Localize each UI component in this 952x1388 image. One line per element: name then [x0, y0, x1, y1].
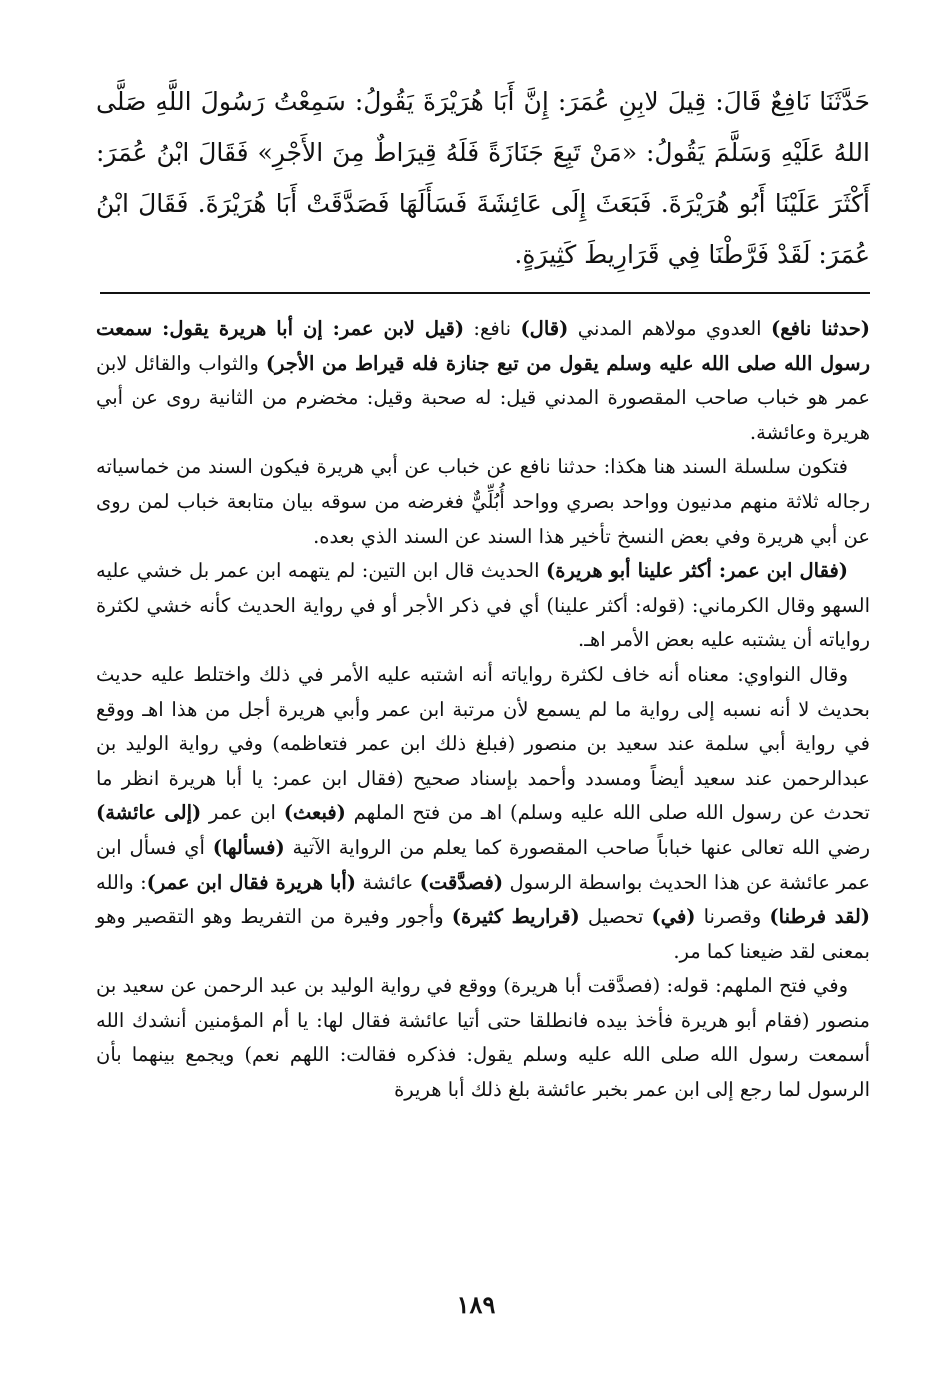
bold-phrase: (قيل لابن عمر: إن أبا هريرة يقول: سمعت رسول الله صلى الله عليه وسلم يقول من تبع جنازة فله قيراط من الأجر) — [96, 317, 870, 375]
commentary-paragraph-5 — [96, 969, 870, 1107]
commentary-block — [96, 312, 870, 1108]
text-run: أي فسأل ابن عمر عائشة عن هذا الحديث بواسطة الرسول — [96, 835, 870, 894]
text-run: رضي الله تعالى عنها خباباً صاحب المقصورة كما يعلم من الرواية الآتية — [284, 835, 871, 859]
text-run: ابن عمر — [201, 801, 284, 825]
text-run: الحديث قال ابن التين: لم يتهمه ابن عمر بل خشي عليه السهو وقال الكرماني: (قوله: أكثر علينا) أي في ذكر الأجر أو في رواية الحديث كأنه خشي لكثرة رواياته أن يشتبه عليه بعض الأمر اهـ. — [96, 559, 870, 652]
text-run: نافع: — [464, 317, 521, 340]
bold-phrase: (في) — [651, 905, 696, 929]
text-run: العدوي مولاهم المدني — [568, 317, 771, 340]
text-run: تحصيل — [579, 905, 652, 929]
bold-phrase: (حدثنا نافع) — [770, 317, 870, 340]
text-run: والثواب والقائل لابن عمر هو خباب صاحب المقصورة المدني قيل: له صحبة وقيل: مخضرم من الثانية روى عن أبي هريرة وعائشة. — [96, 351, 870, 444]
commentary-paragraph-2 — [96, 450, 870, 554]
hadith-text-block — [96, 76, 870, 280]
text-run: عائشة — [356, 870, 420, 894]
hadith-text: حَدَّثَنَا نَافِعٌ قَالَ: قِيلَ لابِنِ عُمَرَ: إِنَّ أَبَا هُرَيْرَةَ يَقُولُ: سَمِعْتُ رَسُولَ اللَّهِ صَلَّى اللهُ عَلَيْهِ وَسَلَّمَ يَقُولُ: «مَنْ تَبِعَ جَنَازَةً فَلَهُ قِيرَاطٌ مِنَ الأَجْرِ» فَقَالَ ابْنُ عُمَرَ: أَكْثَرَ عَلَيْنَا أَبُو هُرَيْرَةَ. فَبَعَثَ إِلَى عَائِشَةَ فَسَأَلَهَا فَصَدَّقَتْ أَبَا هُرَيْرَةَ. فَقَالَ ابْنُ عُمَرَ: لَقَدْ فَرَّطْنَا فِي قَرَارِيطَ كَثِيرَةٍ. — [96, 87, 870, 269]
bold-phrase: (أبا هريرة فقال ابن عمر) — [146, 870, 356, 894]
text-run: وفي فتح الملهم: قوله: (فصدَّقت أبا هريرة) ووقع في رواية الوليد بن عبد الرحمن عن سعيد بن منصور (فقام أبو هريرة فأخذ بيده فانطلقا حتى أتيا عائشة فقال لها: يا أم المؤمنين أنشدك الله أسمعت رسول الله صلى الله عليه وسلم يقول: فذكره فقالت: اللهم نعم) ويجمع بينهما بأن الرسول لما رجع إلى ابن عمر بخبر عائشة بلغ ذلك أبا هريرة — [96, 974, 870, 1102]
bold-phrase: (فصدَّقت) — [419, 870, 504, 894]
text-run: وقصرنا — [695, 905, 770, 929]
page-number: ١٨٩ — [456, 1290, 496, 1319]
text-run: فتكون سلسلة السند هنا هكذا: حدثنا نافع عن خباب عن أبي هريرة فيكون السند من خماسياته رجاله ثلاثة منهم مدنيون وواحد بصري وواحد أُبُلِّيٌّ فغرضه من سوقه بيان متابعة خباب لمن روى عن أبي هريرة وفي بعض النسخ تأخير هذا السند عن السند الذي بعده. — [96, 455, 870, 548]
commentary-paragraph-4 — [96, 658, 870, 969]
bold-phrase: (لقد فرطنا) — [769, 905, 870, 929]
bold-phrase: (فسألها) — [212, 835, 285, 859]
text-run: وقال النواوي: معناه أنه خاف لكثرة رواياته أنه اشتبه عليه الأمر في ذلك واختلط عليه حديث بحديث لا أنه نسبه إلى رواية ما لم يسمع لأن مرتبة ابن عمر وأبي هريرة أجل من هذا اهـ ووقع في رواية أبي سلمة عند سعيد بن منصور (فبلغ ذلك ابن عمر فتعاظمه) وفي رواية الوليد بن عبدالرحمن عند سعيد أيضاً ومسدد وأحمد بإسناد صحيح (فقال ابن عمر: يا أبا هريرة انظر ما تحدث عن رسول الله صلى الله عليه وسلم) اهـ من فتح الملهم — [96, 662, 870, 825]
commentary-paragraph-1 — [96, 312, 870, 450]
text-run: وأجور وفيرة من التفريط وهو التقصير وهو بمعنى لقد ضيعنا كما مر. — [96, 905, 870, 963]
bold-phrase: (إلى عائشة) — [96, 801, 202, 825]
text-run: : والله — [96, 870, 147, 894]
bold-phrase: (فقال ابن عمر: أكثر علينا أبو هريرة) — [545, 559, 849, 583]
bold-phrase: (قال) — [520, 317, 569, 340]
commentary-paragraph-3 — [96, 554, 870, 658]
bold-phrase: (قراريط كثيرة) — [451, 905, 580, 929]
bold-phrase: (فبعث) — [283, 801, 346, 825]
separator-rule — [100, 292, 870, 294]
